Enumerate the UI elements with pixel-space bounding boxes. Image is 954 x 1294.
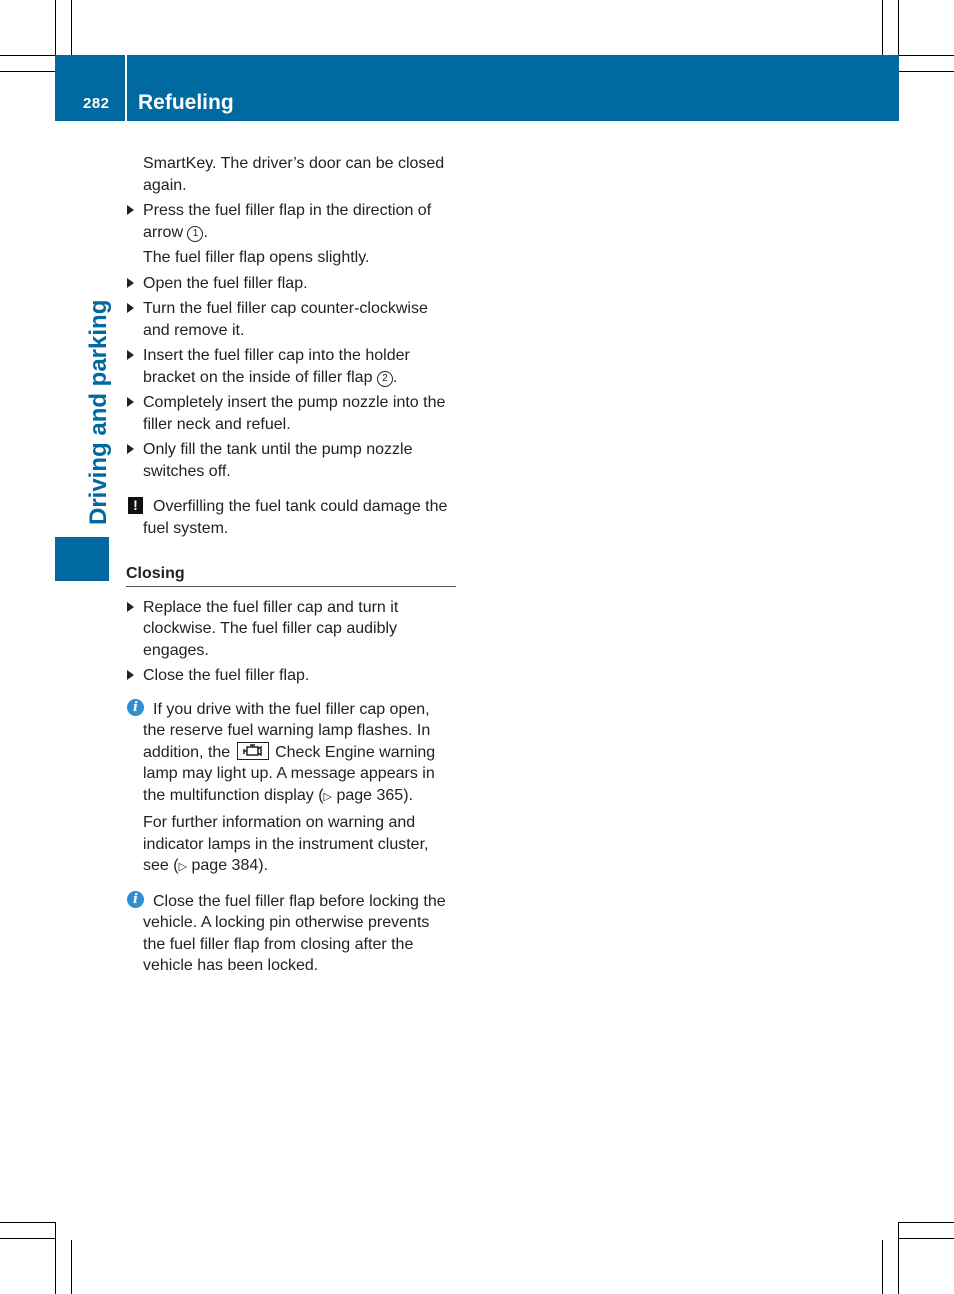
step-item (126, 665, 456, 687)
step-text: Insert the fuel filler cap into the holder bracket on the inside of filler flap (143, 347, 410, 386)
arrow-bullet-icon (127, 278, 134, 288)
crop-mark (898, 1222, 899, 1294)
page-header (55, 55, 899, 121)
warning-text: Overfilling the fuel tank could damage the fuel system. (143, 498, 448, 537)
note-text: ). (258, 857, 269, 874)
crop-mark (55, 1222, 56, 1294)
arrow-bullet-icon (127, 350, 134, 360)
note-text: ). (403, 786, 413, 804)
crop-mark (71, 0, 72, 55)
warning-note (126, 496, 456, 539)
section-heading: Closing (126, 563, 456, 587)
step-text: Only fill the tank until the pump nozzle switches off. (143, 441, 413, 480)
arrow-bullet-icon (127, 444, 134, 454)
arrow-bullet-icon (127, 670, 134, 680)
check-engine-icon (237, 742, 269, 760)
crop-mark (55, 0, 56, 55)
note-text: For further information on warning and indicator lamps in the instrument cluster, see ( (143, 814, 429, 874)
crop-mark (899, 71, 954, 72)
step-text-end: . (392, 368, 398, 386)
crop-mark (898, 0, 899, 55)
arrow-bullet-icon (127, 397, 134, 407)
step-item (126, 439, 456, 482)
info-note (126, 891, 456, 977)
arrow-bullet-icon (127, 205, 134, 215)
callout-number: 1 (187, 226, 203, 242)
chapter-side-label: Driving and parking (85, 299, 112, 525)
step-item (126, 345, 456, 388)
step-text: Open the fuel filler flap. (143, 274, 308, 292)
page-reference[interactable]: page 365 (336, 786, 404, 804)
crop-mark (0, 71, 55, 72)
note-text: If you drive with the fuel filler cap open, the reserve fuel warning lamp flashes. In addition, the (143, 700, 431, 761)
crop-mark (0, 1238, 55, 1239)
page-title: Refueling (138, 91, 234, 114)
page-ref-arrow-icon: ▷ (323, 790, 332, 803)
info-note (126, 699, 456, 879)
step-text: Completely insert the pump nozzle into the filler neck and refuel. (143, 394, 446, 433)
step-item (126, 597, 456, 662)
intro-text: SmartKey. The driver’s door can be closed again. (143, 155, 445, 194)
crop-mark (899, 1222, 954, 1223)
chapter-side-tab (55, 537, 109, 581)
step-text: Turn the fuel filler cap counter-clockwise and remove it. (143, 300, 428, 339)
note-text: Check Engine warning lamp may light up. A message appears in the multifunction display ( (143, 743, 436, 804)
exclamation-icon: ! (128, 497, 143, 514)
crop-mark (71, 1240, 72, 1294)
callout-number: 2 (377, 371, 393, 387)
step-item (126, 273, 456, 295)
crop-mark (899, 55, 954, 56)
note-subparagraph (143, 812, 456, 879)
step-item (126, 298, 456, 341)
arrow-bullet-icon (127, 303, 134, 313)
step-item (126, 200, 456, 243)
crop-mark (0, 1222, 55, 1223)
page-number: 282 (83, 95, 110, 112)
crop-mark (882, 0, 883, 55)
step-result: The fuel filler flap opens slightly. (143, 249, 370, 266)
info-icon: i (127, 699, 144, 716)
main-content (126, 153, 456, 977)
step-text: Close the fuel filler flap. (143, 667, 310, 684)
step-item (126, 392, 456, 435)
step-text: Replace the fuel filler cap and turn it clockwise. The fuel filler cap audibly engages. (143, 598, 399, 659)
note-text: Close the fuel filler flap before locking the vehicle. A locking pin otherwise prevents the fuel filler flap from closing after the vehicle has been locked. (143, 892, 446, 974)
page-ref-arrow-icon: ▷ (178, 861, 188, 873)
step-text: Press the fuel filler flap in the direction of arrow (143, 202, 432, 241)
arrow-bullet-icon (127, 602, 134, 612)
crop-mark (882, 1240, 883, 1294)
step-text-end: . (203, 223, 208, 241)
page-reference[interactable]: page 384 (191, 857, 259, 874)
info-icon: i (127, 891, 144, 908)
crop-mark (899, 1238, 954, 1239)
header-divider (125, 55, 127, 121)
crop-mark (0, 55, 55, 56)
